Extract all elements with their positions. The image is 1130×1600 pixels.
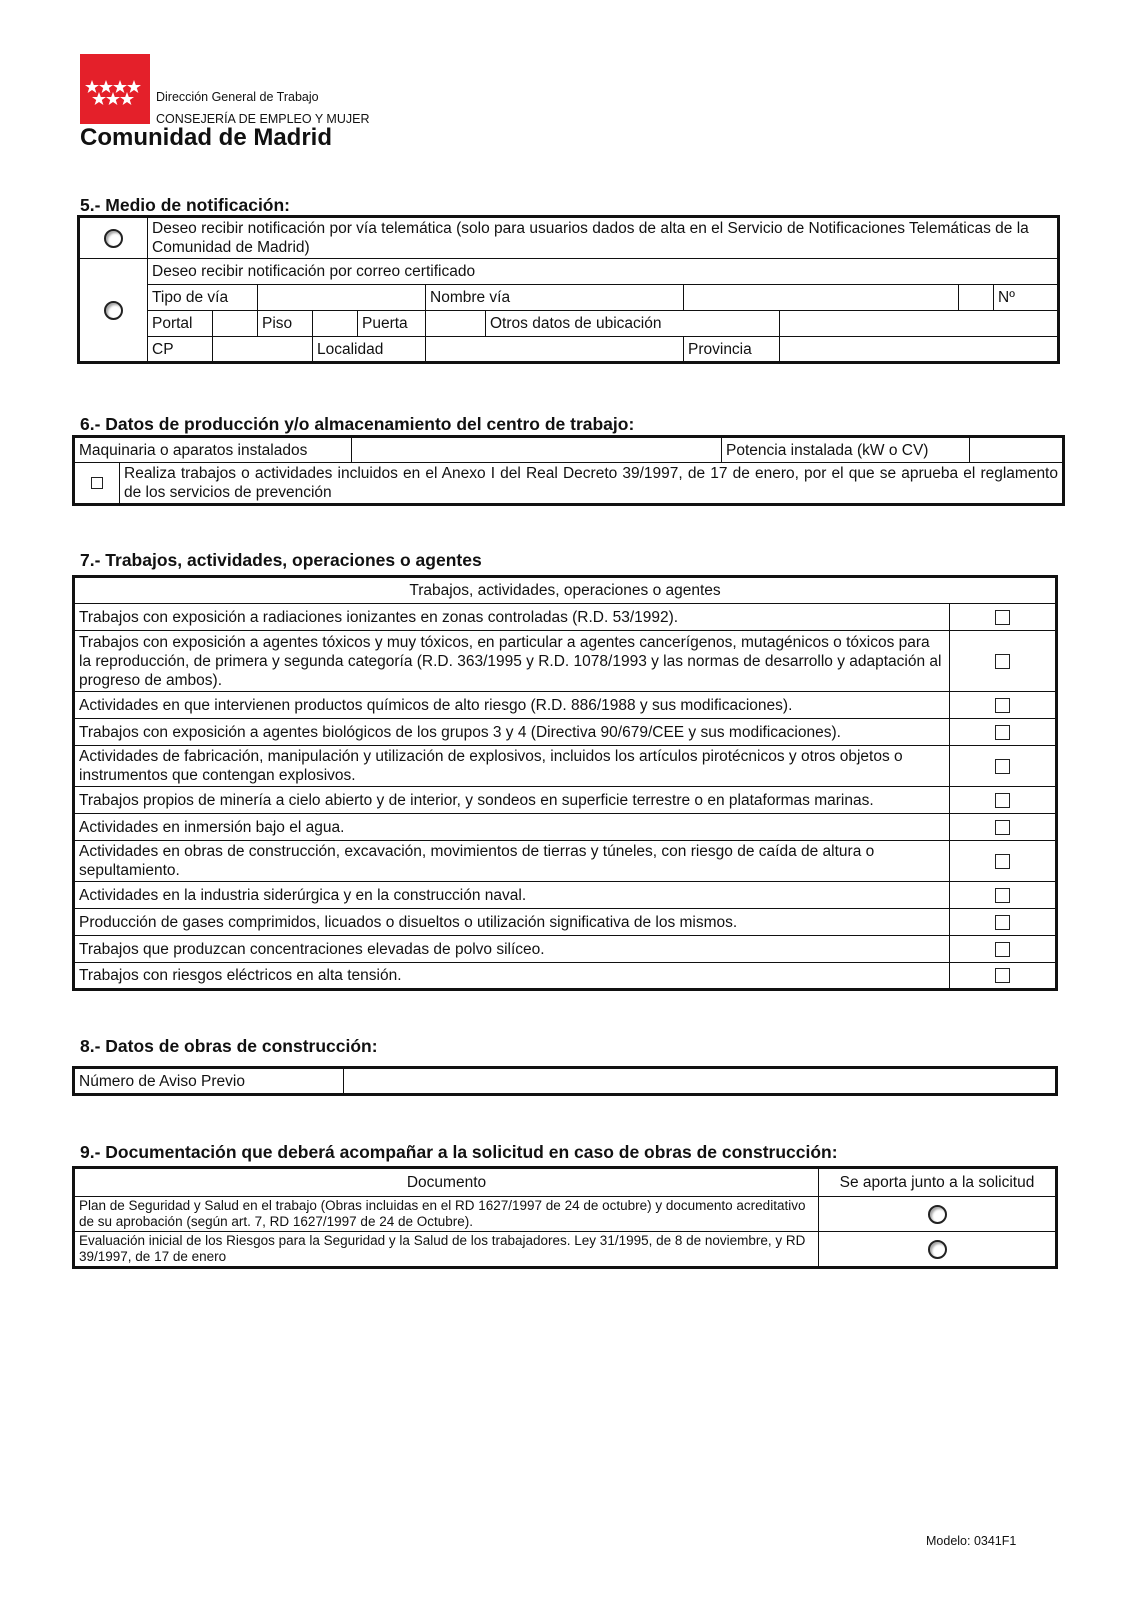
activity-label: Actividades en inmersión bajo el agua.: [74, 814, 950, 841]
piso-label: Piso: [258, 311, 313, 337]
correo-label: Deseo recibir notificación por correo certificado: [148, 259, 1059, 285]
section-9-title: 9.- Documentación que deberá acompañar a la solicitud en caso de obras de construcción:: [80, 1142, 838, 1162]
localidad-label: Localidad: [313, 337, 426, 363]
potencia-label: Potencia instalada (kW o CV): [722, 437, 970, 463]
correo-radio[interactable]: [104, 301, 123, 320]
section-5-title: 5.- Medio de notificación:: [80, 195, 291, 215]
activity-label: Trabajos con riesgos eléctricos en alta tensión.: [74, 963, 950, 990]
activity-label: Actividades en obras de construcción, excavación, movimientos de tierras y túneles, con riesgo de caída de altura o sepultamiento.: [74, 841, 950, 882]
portal-label: Portal: [148, 311, 213, 337]
document-label: Evaluación inicial de los Riesgos para la Seguridad y la Salud de los trabajadores. Ley 31/1995, de 8 de noviembre, y RD 39/1997, de 17 de enero: [74, 1232, 819, 1268]
activity-label: Producción de gases comprimidos, licuados o disueltos o utilización significativa de los mismos.: [74, 909, 950, 936]
documentation-table: [72, 1166, 1058, 1269]
production-table: [72, 435, 1065, 506]
aporta-header: Se aporta junto a la solicitud: [819, 1168, 1057, 1197]
obras-table: [72, 1066, 1058, 1096]
document-label: Plan de Seguridad y Salud en el trabajo (Obras incluidas en el RD 1627/1997 de 24 de octubre) y documento acreditativo de su aprobación (según art. 7, RD 1627/1997 de 24 de Octubre).: [74, 1197, 819, 1232]
section-8-title: 8.- Datos de obras de construcción:: [80, 1036, 378, 1056]
activity-label: Trabajos con exposición a agentes tóxicos y muy tóxicos, en particular a agentes cancerígenos, mutagénicos o tóxicos para la reproducción, de primera y segunda categoría (R.D. 363/1995 y R.D. 1078/1993 y las normas de desarrollo y adaptación al progreso de ambos).: [74, 631, 950, 692]
telematica-radio-cell[interactable]: [79, 217, 148, 259]
tipo-via-field[interactable]: [258, 285, 426, 311]
activity-checkbox[interactable]: [995, 759, 1010, 774]
activity-label: Actividades de fabricación, manipulación y utilización de explosivos, incluidos los artículos pirotécnicos y otros objetos o instrumentos que contengan explosivos.: [74, 746, 950, 787]
cp-label: CP: [148, 337, 213, 363]
section-7-title: 7.- Trabajos, actividades, operaciones o agentes: [80, 550, 482, 570]
activity-checkbox[interactable]: [995, 968, 1010, 983]
activity-checkbox[interactable]: [995, 698, 1010, 713]
activity-label: Trabajos con exposición a agentes biológicos de los grupos 3 y 4 (Directiva 90/679/CEE y sus modificaciones).: [74, 719, 950, 746]
activities-table: [72, 575, 1058, 991]
consejeria: CONSEJERÍA DE EMPLEO Y MUJER: [156, 112, 370, 126]
maquinaria-field[interactable]: [352, 437, 722, 463]
aviso-previo-field[interactable]: [344, 1068, 1057, 1095]
provincia-field[interactable]: [780, 337, 1059, 363]
activity-checkbox[interactable]: [995, 725, 1010, 740]
activity-label: Trabajos que produzcan concentraciones elevadas de polvo silíceo.: [74, 936, 950, 963]
anexo-checkbox[interactable]: [91, 477, 103, 489]
otros-field[interactable]: [780, 311, 1059, 337]
section-6-title: 6.- Datos de producción y/o almacenamiento del centro de trabajo:: [80, 414, 635, 434]
provincia-label: Provincia: [684, 337, 780, 363]
document-radio[interactable]: [928, 1240, 947, 1259]
modelo-code: Modelo: 0341F1: [926, 1534, 1017, 1548]
activity-checkbox[interactable]: [995, 820, 1010, 835]
otros-label: Otros datos de ubicación: [486, 311, 780, 337]
activity-checkbox[interactable]: [995, 854, 1010, 869]
activity-checkbox[interactable]: [995, 942, 1010, 957]
potencia-field[interactable]: [970, 437, 1064, 463]
localidad-field[interactable]: [426, 337, 684, 363]
telematica-label: Deseo recibir notificación por vía telemática (solo para usuarios dados de alta en el Servicio de Notificaciones Telemáticas de la Comunidad de Madrid): [148, 217, 1059, 259]
aviso-previo-label: Número de Aviso Previo: [74, 1068, 344, 1095]
cp-field[interactable]: [213, 337, 313, 363]
tipo-via-label: Tipo de vía: [148, 285, 258, 311]
anexo-checkbox-cell[interactable]: [74, 463, 120, 505]
activities-header: Trabajos, actividades, operaciones o agentes: [74, 577, 1057, 604]
direccion-general: Dirección General de Trabajo: [156, 90, 319, 104]
nombre-via-field-ext[interactable]: [959, 285, 994, 311]
comunidad-madrid-stars-logo-icon: [80, 54, 150, 124]
activity-label: Trabajos con exposición a radiaciones ionizantes en zonas controladas (R.D. 53/1992).: [74, 604, 950, 631]
activity-checkbox[interactable]: [995, 610, 1010, 625]
maquinaria-label: Maquinaria o aparatos instalados: [74, 437, 352, 463]
comunidad-title: Comunidad de Madrid: [80, 124, 332, 151]
portal-field[interactable]: [213, 311, 258, 337]
nombre-via-label: Nombre vía: [426, 285, 684, 311]
activity-checkbox[interactable]: [995, 654, 1010, 669]
activity-label: Actividades en que intervienen productos químicos de alto riesgo (R.D. 886/1988 y sus modificaciones).: [74, 692, 950, 719]
activity-label: Trabajos propios de minería a cielo abierto y de interior, y sondeos en superficie terrestre o en plataformas marinas.: [74, 787, 950, 814]
puerta-field[interactable]: [426, 311, 486, 337]
nombre-via-field[interactable]: [684, 285, 959, 311]
telematica-radio[interactable]: [104, 229, 123, 248]
piso-field[interactable]: [313, 311, 358, 337]
documento-header: Documento: [74, 1168, 819, 1197]
activity-label: Actividades en la industria siderúrgica y en la construcción naval.: [74, 882, 950, 909]
activity-checkbox[interactable]: [995, 888, 1010, 903]
header: [80, 54, 480, 154]
puerta-label: Puerta: [358, 311, 426, 337]
numero-label: Nº: [994, 285, 1059, 311]
anexo-label: Realiza trabajos o actividades incluidos en el Anexo I del Real Decreto 39/1997, de 17 de enero, por el que se aprueba el reglamento de los servicios de prevención: [120, 463, 1064, 505]
document-radio[interactable]: [928, 1205, 947, 1224]
activity-checkbox[interactable]: [995, 915, 1010, 930]
activity-checkbox[interactable]: [995, 793, 1010, 808]
notification-table: [77, 215, 1060, 364]
correo-radio-cell[interactable]: [79, 259, 148, 363]
